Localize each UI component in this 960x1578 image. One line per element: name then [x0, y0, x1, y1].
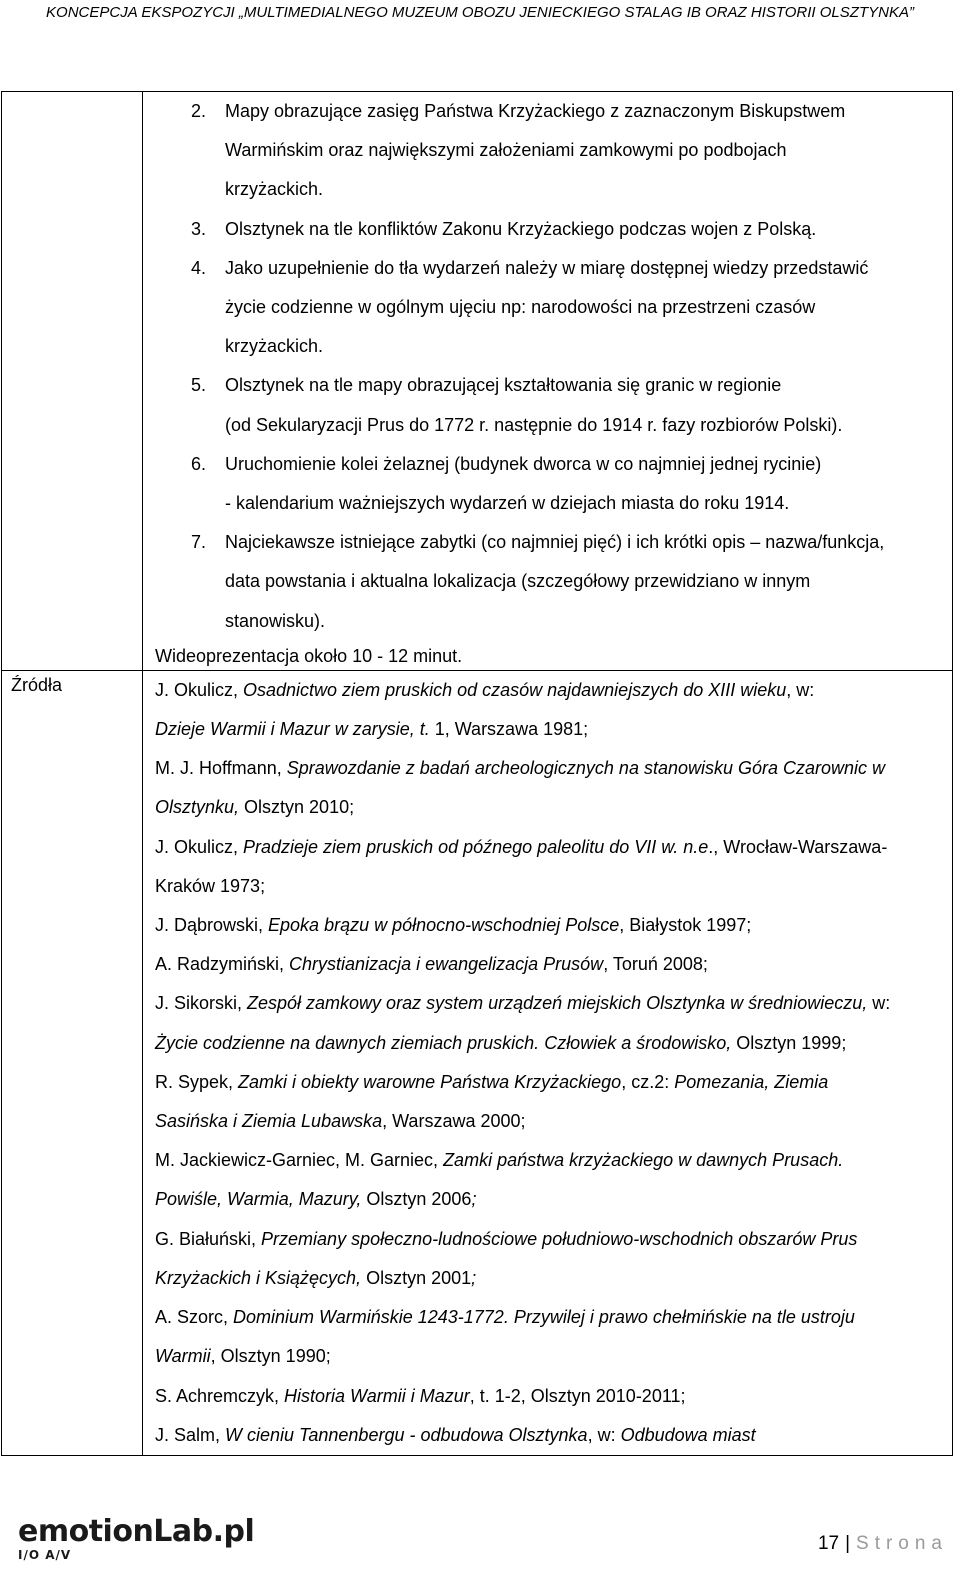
list-item-line: stanowisku). — [225, 610, 326, 631]
page-number-value: 17 — [817, 1533, 840, 1554]
source-title-segment: Zamki i obiekty warowne Państwa Krzyżackiego — [238, 1071, 622, 1092]
video-note: Wideoprezentacja około 10 - 12 minut. — [155, 645, 463, 666]
list-item-number: 7. — [191, 532, 207, 553]
list-item-number: 2. — [191, 101, 207, 121]
source-text-segment: S. Achremczyk, — [155, 1385, 285, 1406]
page-number — [818, 1530, 948, 1558]
source-title-segment: Epoka brązu w północno-wschodniej Polsce — [268, 915, 620, 936]
source-text-segment: , w: — [587, 1424, 621, 1445]
source-line — [143, 1102, 952, 1141]
source-text-segment: R. Sypek, — [155, 1071, 239, 1092]
source-title-segment: Olsztynku, — [155, 797, 240, 818]
source-line — [143, 1298, 952, 1337]
source-text-segment: Kraków 1973; — [155, 875, 266, 896]
source-line — [143, 1180, 952, 1219]
list-item-line: Mapy obrazujące zasięg Państwa Krzyżackiego z zaznaczonym Biskupstwem — [225, 101, 846, 121]
source-text-segment: , w: — [786, 679, 815, 700]
source-line — [143, 1337, 952, 1376]
list-item — [143, 210, 952, 249]
list-item-number: 6. — [191, 453, 207, 474]
source-title-segment: Życie codzienne na dawnych ziemiach pruskich. Człowiek a środowisko, — [155, 1032, 732, 1053]
source-line — [143, 984, 952, 1023]
list-item-number: 5. — [191, 375, 207, 396]
source-title-segment: ; — [471, 1267, 477, 1288]
list-item-line: życie codzienne w ogólnym ujęciu np: narodowości na przestrzeni czasów — [225, 297, 816, 318]
list-item — [143, 92, 952, 210]
list-item-line: Uruchomienie kolei żelaznej (budynek dworca w co najmniej jednej rycinie) — [225, 453, 822, 474]
page-word: Strona — [856, 1533, 948, 1554]
source-text-segment: J. Okulicz, — [155, 836, 244, 857]
source-line — [143, 1024, 952, 1063]
list-item — [143, 523, 952, 641]
list-item-line: krzyżackich. — [225, 336, 324, 357]
list-item-line: krzyżackich. — [225, 179, 324, 200]
source-text-segment: M. J. Hoffmann, — [155, 758, 287, 779]
list-item-number: 3. — [191, 218, 207, 239]
page-header: KONCEPCJA EKSPOZYCJI „MULTIMEDIALNEGO MUZEUM OBOZU JENIECKIEGO STALAG IB ORAZ HISTORII OLSZTYNKA” — [46, 4, 914, 21]
source-line — [143, 671, 952, 710]
table-row-sources — [2, 670, 953, 1455]
list-item-number: 4. — [191, 257, 207, 278]
source-title-segment: Dominium Warmińskie 1243-1772. Przywilej i prawo chełmińskie na tle ustroju — [233, 1307, 855, 1328]
source-line — [143, 867, 952, 906]
source-title-segment: Odbudowa miast — [620, 1424, 756, 1445]
list-item-line: Olsztynek na tle mapy obrazującej kształtowania się granic w regionie — [225, 375, 782, 396]
source-title-segment: Powiśle, Warmia, Mazury, — [155, 1189, 362, 1210]
source-text-segment: Olsztyn 2006 — [361, 1189, 472, 1210]
topic-list — [143, 92, 952, 641]
source-title-segment: Pomezania, Ziemia — [674, 1071, 829, 1092]
source-line — [143, 710, 952, 749]
source-text-segment: , t. 1-2, Olsztyn 2010-2011; — [469, 1385, 686, 1406]
list-item-line: Jako uzupełnienie do tła wydarzeń należy w miarę dostępnej wiedzy przedstawić — [225, 257, 869, 278]
list-item — [143, 366, 952, 444]
source-line — [143, 1377, 952, 1416]
source-line — [143, 749, 952, 788]
source-line — [143, 1416, 952, 1455]
emotionlab-logo — [18, 1516, 258, 1566]
source-text-segment: A. Radzymiński, — [155, 954, 290, 975]
list-item-line: data powstania i aktualna lokalizacja (szczegółowy przewidziano w innym — [225, 571, 811, 592]
empty-label-cell — [2, 92, 143, 671]
list-item-line: Najciekawsze istniejące zabytki (co najmniej pięć) i ich krótki opis – nazwa/funkcja, — [225, 532, 885, 553]
source-text-segment: J. Sikorski, — [155, 993, 248, 1014]
list-item-line: (od Sekularyzacji Prus do 1772 r. następnie do 1914 r. fazy rozbiorów Polski). — [225, 414, 843, 435]
source-title-segment: Sasińska i Ziemia Lubawska — [155, 1111, 383, 1132]
source-line — [143, 1141, 952, 1180]
source-text-segment: , Białystok 1997; — [619, 915, 752, 936]
source-line — [143, 1063, 952, 1102]
source-text-segment: G. Białuński, — [155, 1228, 262, 1249]
source-title-segment: ; — [471, 1189, 477, 1210]
source-line — [143, 828, 952, 867]
sources-label-cell — [2, 670, 143, 1455]
source-title-segment: Warmii — [155, 1346, 211, 1367]
source-text-segment: Olsztyn 2001 — [361, 1267, 472, 1288]
source-line — [143, 945, 952, 984]
content-table — [1, 91, 953, 1456]
source-text-segment: ., Wrocław-Warszawa- — [708, 836, 888, 857]
table-row-topics — [2, 92, 953, 671]
source-title-segment: Sprawozdanie z badań archeologicznych na stanowisku Góra Czarownic w — [286, 758, 886, 779]
logo-subtext: I/O A/V — [18, 1548, 72, 1562]
list-item-line: Warmińskim oraz największymi założeniami zamkowymi po podbojach — [225, 140, 787, 161]
topics-cell — [143, 92, 953, 671]
logo-text: emotionLab.pl — [18, 1514, 255, 1549]
source-text-segment: Olsztyn 2010; — [239, 797, 355, 818]
page-number-separator: | — [845, 1533, 851, 1554]
list-item-line: Olsztynek na tle konfliktów Zakonu Krzyżackiego podczas wojen z Polską. — [225, 218, 817, 239]
list-item-line: - kalendarium ważniejszych wydarzeń w dziejach miasta do roku 1914. — [225, 493, 790, 514]
source-line — [143, 1259, 952, 1298]
sources-label: Źródła — [11, 674, 63, 695]
source-text-segment: , Warszawa 2000; — [382, 1111, 526, 1132]
source-text-segment: w: — [867, 993, 891, 1014]
source-title-segment: Krzyżackich i Książęcych, — [155, 1267, 362, 1288]
source-title-segment: Przemiany społeczno-ludnościowe południowo-wschodnich obszarów Prus — [261, 1228, 858, 1249]
source-text-segment: , cz.2: — [621, 1071, 675, 1092]
source-title-segment: W cieniu Tannenbergu - odbudowa Olsztynka — [225, 1424, 588, 1445]
sources-list — [143, 671, 952, 1455]
source-text-segment: J. Dąbrowski, — [155, 915, 269, 936]
source-line — [143, 788, 952, 827]
source-title-segment: Pradzieje ziem pruskich od późnego paleolitu do VII w. n.e — [243, 836, 709, 857]
source-text-segment: J. Salm, — [155, 1424, 226, 1445]
source-text-segment: , Toruń 2008; — [603, 954, 708, 975]
source-text-segment: A. Szorc, — [155, 1307, 234, 1328]
list-item — [143, 249, 952, 367]
source-text-segment: M. Jackiewicz-Garniec, M. Garniec, — [155, 1150, 444, 1171]
source-title-segment: Zespół zamkowy oraz system urządzeń miejskich Olsztynka w średniowieczu, — [247, 993, 868, 1014]
sources-cell — [143, 670, 953, 1455]
source-title-segment: Historia Warmii i Mazur — [284, 1385, 470, 1406]
source-text-segment: J. Okulicz, — [155, 679, 244, 700]
source-title-segment: Dzieje Warmii i Mazur w zarysie, t. — [155, 719, 430, 740]
list-item — [143, 445, 952, 523]
source-text-segment: Olsztyn 1999; — [731, 1032, 847, 1053]
source-title-segment: Zamki państwa krzyżackiego w dawnych Prusach. — [443, 1150, 844, 1171]
source-text-segment: 1, Warszawa 1981; — [429, 719, 589, 740]
source-title-segment: Chrystianizacja i ewangelizacja Prusów — [289, 954, 604, 975]
source-text-segment: , Olsztyn 1990; — [210, 1346, 331, 1367]
source-line — [143, 906, 952, 945]
source-line — [143, 1220, 952, 1259]
source-title-segment: Osadnictwo ziem pruskich od czasów najdawniejszych do XIII wieku — [243, 679, 787, 700]
